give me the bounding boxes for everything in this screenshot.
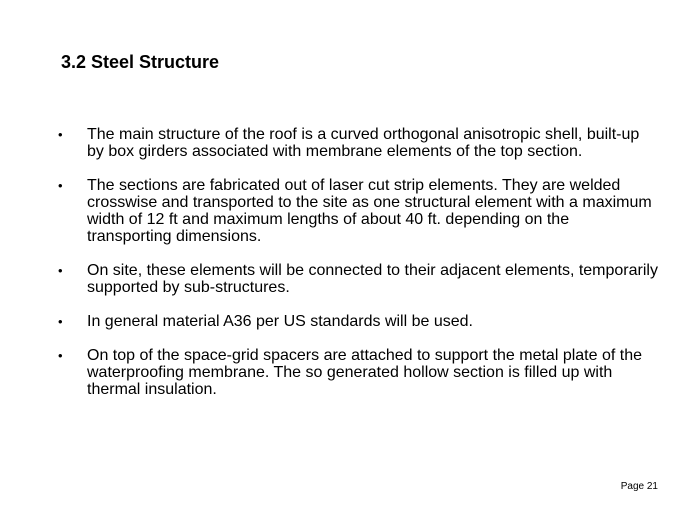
bullet-item-material [58, 313, 658, 330]
bullet-icon: • [58, 314, 63, 329]
bullet-text: On site, these elements will be connected to their adjacent elements, temporarily supported by sub-structures. [87, 262, 658, 296]
bullet-icon: • [58, 348, 63, 363]
bullet-text: In general material A36 per US standards will be used. [87, 313, 473, 330]
bullet-text: The main structure of the roof is a curved orthogonal anisotropic shell, built-up by box girders associated with membrane elements of the top section. [87, 126, 640, 160]
bullet-icon: • [58, 178, 63, 193]
bullet-item-insulation [58, 347, 658, 398]
bullet-icon: • [58, 263, 63, 278]
bullet-list [58, 126, 658, 415]
bullet-item-on-site [58, 262, 658, 296]
bullet-item-fabrication [58, 177, 658, 245]
bullet-icon: • [58, 127, 63, 142]
bullet-item-structure [58, 126, 658, 160]
bullet-text: On top of the space-grid spacers are attached to support the metal plate of the waterproofing membrane. The so generated hollow section is filled up with thermal insulation. [87, 347, 642, 398]
section-title: 3.2 Steel Structure [61, 52, 220, 72]
bullet-text: The sections are fabricated out of laser cut strip elements. They are welded crosswise and transported to the site as one structural element with a maximum width of 12 ft and maximum lengths of about 40 ft. depending on the transporting dimensions. [87, 177, 652, 245]
page-number: Page 21 [620, 481, 658, 492]
